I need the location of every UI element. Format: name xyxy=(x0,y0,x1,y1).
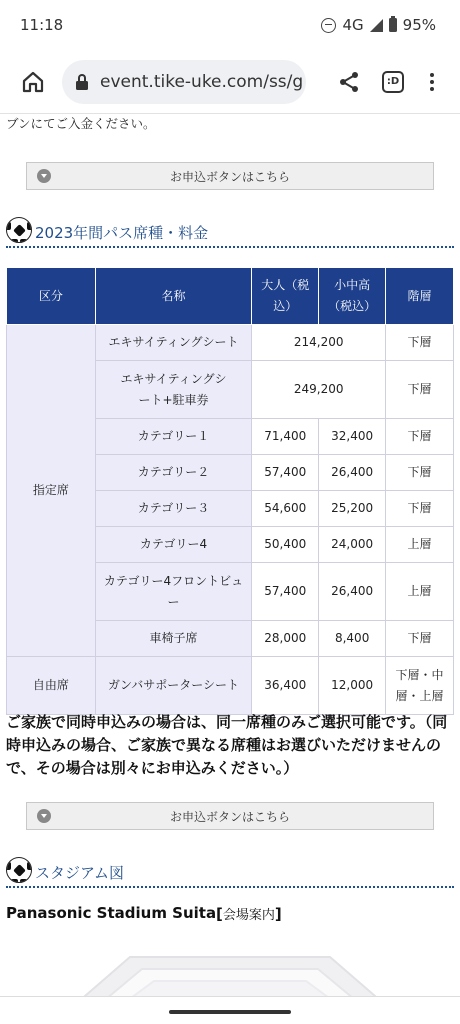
intro-text: ブンにてご入金ください。 xyxy=(6,116,156,131)
stadium-section-title: スタジアム図 xyxy=(35,864,124,882)
soccer-ball-icon xyxy=(6,217,32,243)
table-row xyxy=(7,657,454,715)
seat-name-cell: カテゴリー4 xyxy=(95,527,252,563)
arrow-down-icon xyxy=(37,809,51,823)
header-child: 小中高（税込） xyxy=(319,268,386,325)
floor-cell: 下層 xyxy=(386,491,454,527)
venue-guide-link[interactable]: [会場案内] xyxy=(216,905,282,923)
seat-name-cell: ガンバサポーターシート xyxy=(95,657,252,715)
category-cell: 指定席 xyxy=(7,325,96,657)
header-category: 区分 xyxy=(7,268,96,325)
venue-guide-label: 会場案内 xyxy=(222,908,275,923)
apply-button-top[interactable] xyxy=(26,162,434,190)
adult-price-cell: 57,400 xyxy=(252,563,319,621)
battery-icon xyxy=(389,18,397,32)
seat-name-cell: エキサイティングシート+駐車券 xyxy=(95,361,252,419)
adult-price-cell: 54,600 xyxy=(252,491,319,527)
table-row xyxy=(7,325,454,361)
seat-name-cell: カテゴリー３ xyxy=(95,491,252,527)
floor-cell: 下層 xyxy=(386,419,454,455)
price-section-title: 2023年間パス席種・料金 xyxy=(35,224,209,242)
share-icon xyxy=(338,71,360,93)
status-bar xyxy=(0,0,460,50)
arrow-down-icon xyxy=(37,169,51,183)
price-section-heading xyxy=(6,218,454,248)
dot-icon xyxy=(430,80,434,84)
more-menu-button[interactable] xyxy=(422,65,442,99)
seat-name-cell: エキサイティングシート xyxy=(95,325,252,361)
home-button[interactable] xyxy=(16,65,50,99)
status-icons xyxy=(321,16,436,34)
share-button[interactable] xyxy=(332,65,366,99)
stadium-name: Panasonic Stadium Suita xyxy=(6,904,217,922)
seat-name-cell: カテゴリー２ xyxy=(95,455,252,491)
child-price-cell: 24,000 xyxy=(319,527,386,563)
page-content xyxy=(0,114,460,996)
do-not-disturb-icon xyxy=(321,18,336,33)
price-cell: 249,200 xyxy=(252,361,386,419)
floor-cell: 上層 xyxy=(386,527,454,563)
browser-toolbar xyxy=(0,50,460,114)
child-price-cell: 26,400 xyxy=(319,563,386,621)
floor-cell: 下層 xyxy=(386,621,454,657)
child-price-cell: 12,000 xyxy=(319,657,386,715)
adult-price-cell: 71,400 xyxy=(252,419,319,455)
signal-icon xyxy=(370,19,383,32)
url-text: event.tike-uke.com/ss/g xyxy=(100,71,304,92)
floor-cell: 下層・中層・上層 xyxy=(386,657,454,715)
tabs-button[interactable]: :D xyxy=(382,71,404,93)
seat-name-cell: カテゴリー4フロントビュー xyxy=(95,563,252,621)
adult-price-cell: 57,400 xyxy=(252,455,319,491)
child-price-cell: 26,400 xyxy=(319,455,386,491)
apply-button-bottom[interactable] xyxy=(26,802,434,830)
status-time: 11:18 xyxy=(20,16,64,34)
adult-price-cell: 28,000 xyxy=(252,621,319,657)
address-bar[interactable] xyxy=(62,60,306,104)
stadium-map-image xyxy=(60,949,400,996)
floor-cell: 下層 xyxy=(386,325,454,361)
price-cell: 214,200 xyxy=(252,325,386,361)
dot-icon xyxy=(430,87,434,91)
seat-name-cell: 車椅子席 xyxy=(95,621,252,657)
family-notice: ご家族で同時申込みの場合は、同一席種のみご選択可能です。（同時申込みの場合、ご家族で異なる席種はお選びいただけませんので、その場合は別々にお申込みください。） xyxy=(6,713,448,777)
header-floor: 階層 xyxy=(386,268,454,325)
stadium-section-heading xyxy=(6,858,454,888)
lock-icon xyxy=(76,74,88,90)
network-label: 4G xyxy=(342,16,364,34)
adult-price-cell: 36,400 xyxy=(252,657,319,715)
apply-button-label: お申込ボタンはこちら xyxy=(169,809,290,824)
floor-cell: 下層 xyxy=(386,455,454,491)
floor-cell: 上層 xyxy=(386,563,454,621)
floor-cell: 下層 xyxy=(386,361,454,419)
category-cell: 自由席 xyxy=(7,657,96,715)
adult-price-cell: 50,400 xyxy=(252,527,319,563)
apply-button-label: お申込ボタンはこちら xyxy=(169,169,290,184)
header-adult: 大人（税込） xyxy=(252,268,319,325)
child-price-cell: 25,200 xyxy=(319,491,386,527)
child-price-cell: 8,400 xyxy=(319,621,386,657)
home-gesture-handle[interactable] xyxy=(169,1010,291,1014)
price-table xyxy=(6,267,454,715)
header-name: 名称 xyxy=(95,268,252,325)
seat-name-cell: カテゴリー１ xyxy=(95,419,252,455)
soccer-ball-icon xyxy=(6,857,32,883)
home-icon xyxy=(21,70,45,94)
dot-icon xyxy=(430,73,434,77)
battery-percent: 95% xyxy=(402,16,436,34)
system-nav-bar xyxy=(0,996,460,1024)
table-header-row xyxy=(7,268,454,325)
child-price-cell: 32,400 xyxy=(319,419,386,455)
